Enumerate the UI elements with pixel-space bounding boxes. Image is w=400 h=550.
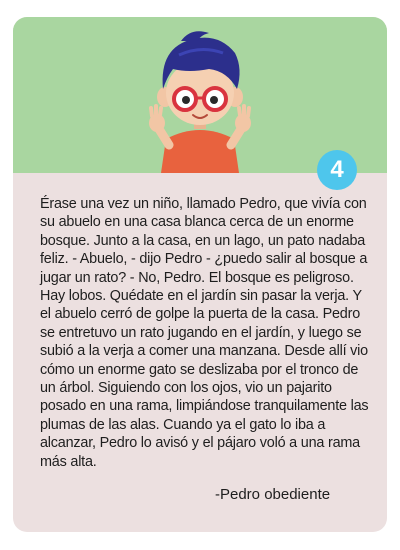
page-number-badge: 4 (317, 150, 357, 190)
illustration-header (13, 17, 387, 173)
boy-character-icon (13, 17, 387, 173)
story-text: Érase una vez un niño, llamado Pedro, que vivía con su abuelo en una casa blanca cerca de un enorme bosque. Junto a la casa, en un lago, un pato nadaba feliz. - Abuelo, - dijo Pedro - ¿puedo salir al bosque a jugar un rato? - No, Pedro. El bosque es peligroso. Hay lobos. Quédate en el jardín sin pasar la verja. Y el abuelo cerró de golpe la puerta de la casa. Pedro se entretuvo un rato jugando en el jardín, y luego se subió a la verja a comer una manzana. Desde allí vio cómo un enorme gato se deslizaba por el tronco de un árbol. Siguiendo con los ojos, vio un pajarito posado en una rama, limpiándose tranquilamente las plumas de las alas. Cuando ya el gato lo iba a alcanzar, Pedro lo avisó y el pájaro voló a una rama más alta. (40, 196, 369, 470)
story-signature: -Pedro obediente (215, 486, 331, 503)
